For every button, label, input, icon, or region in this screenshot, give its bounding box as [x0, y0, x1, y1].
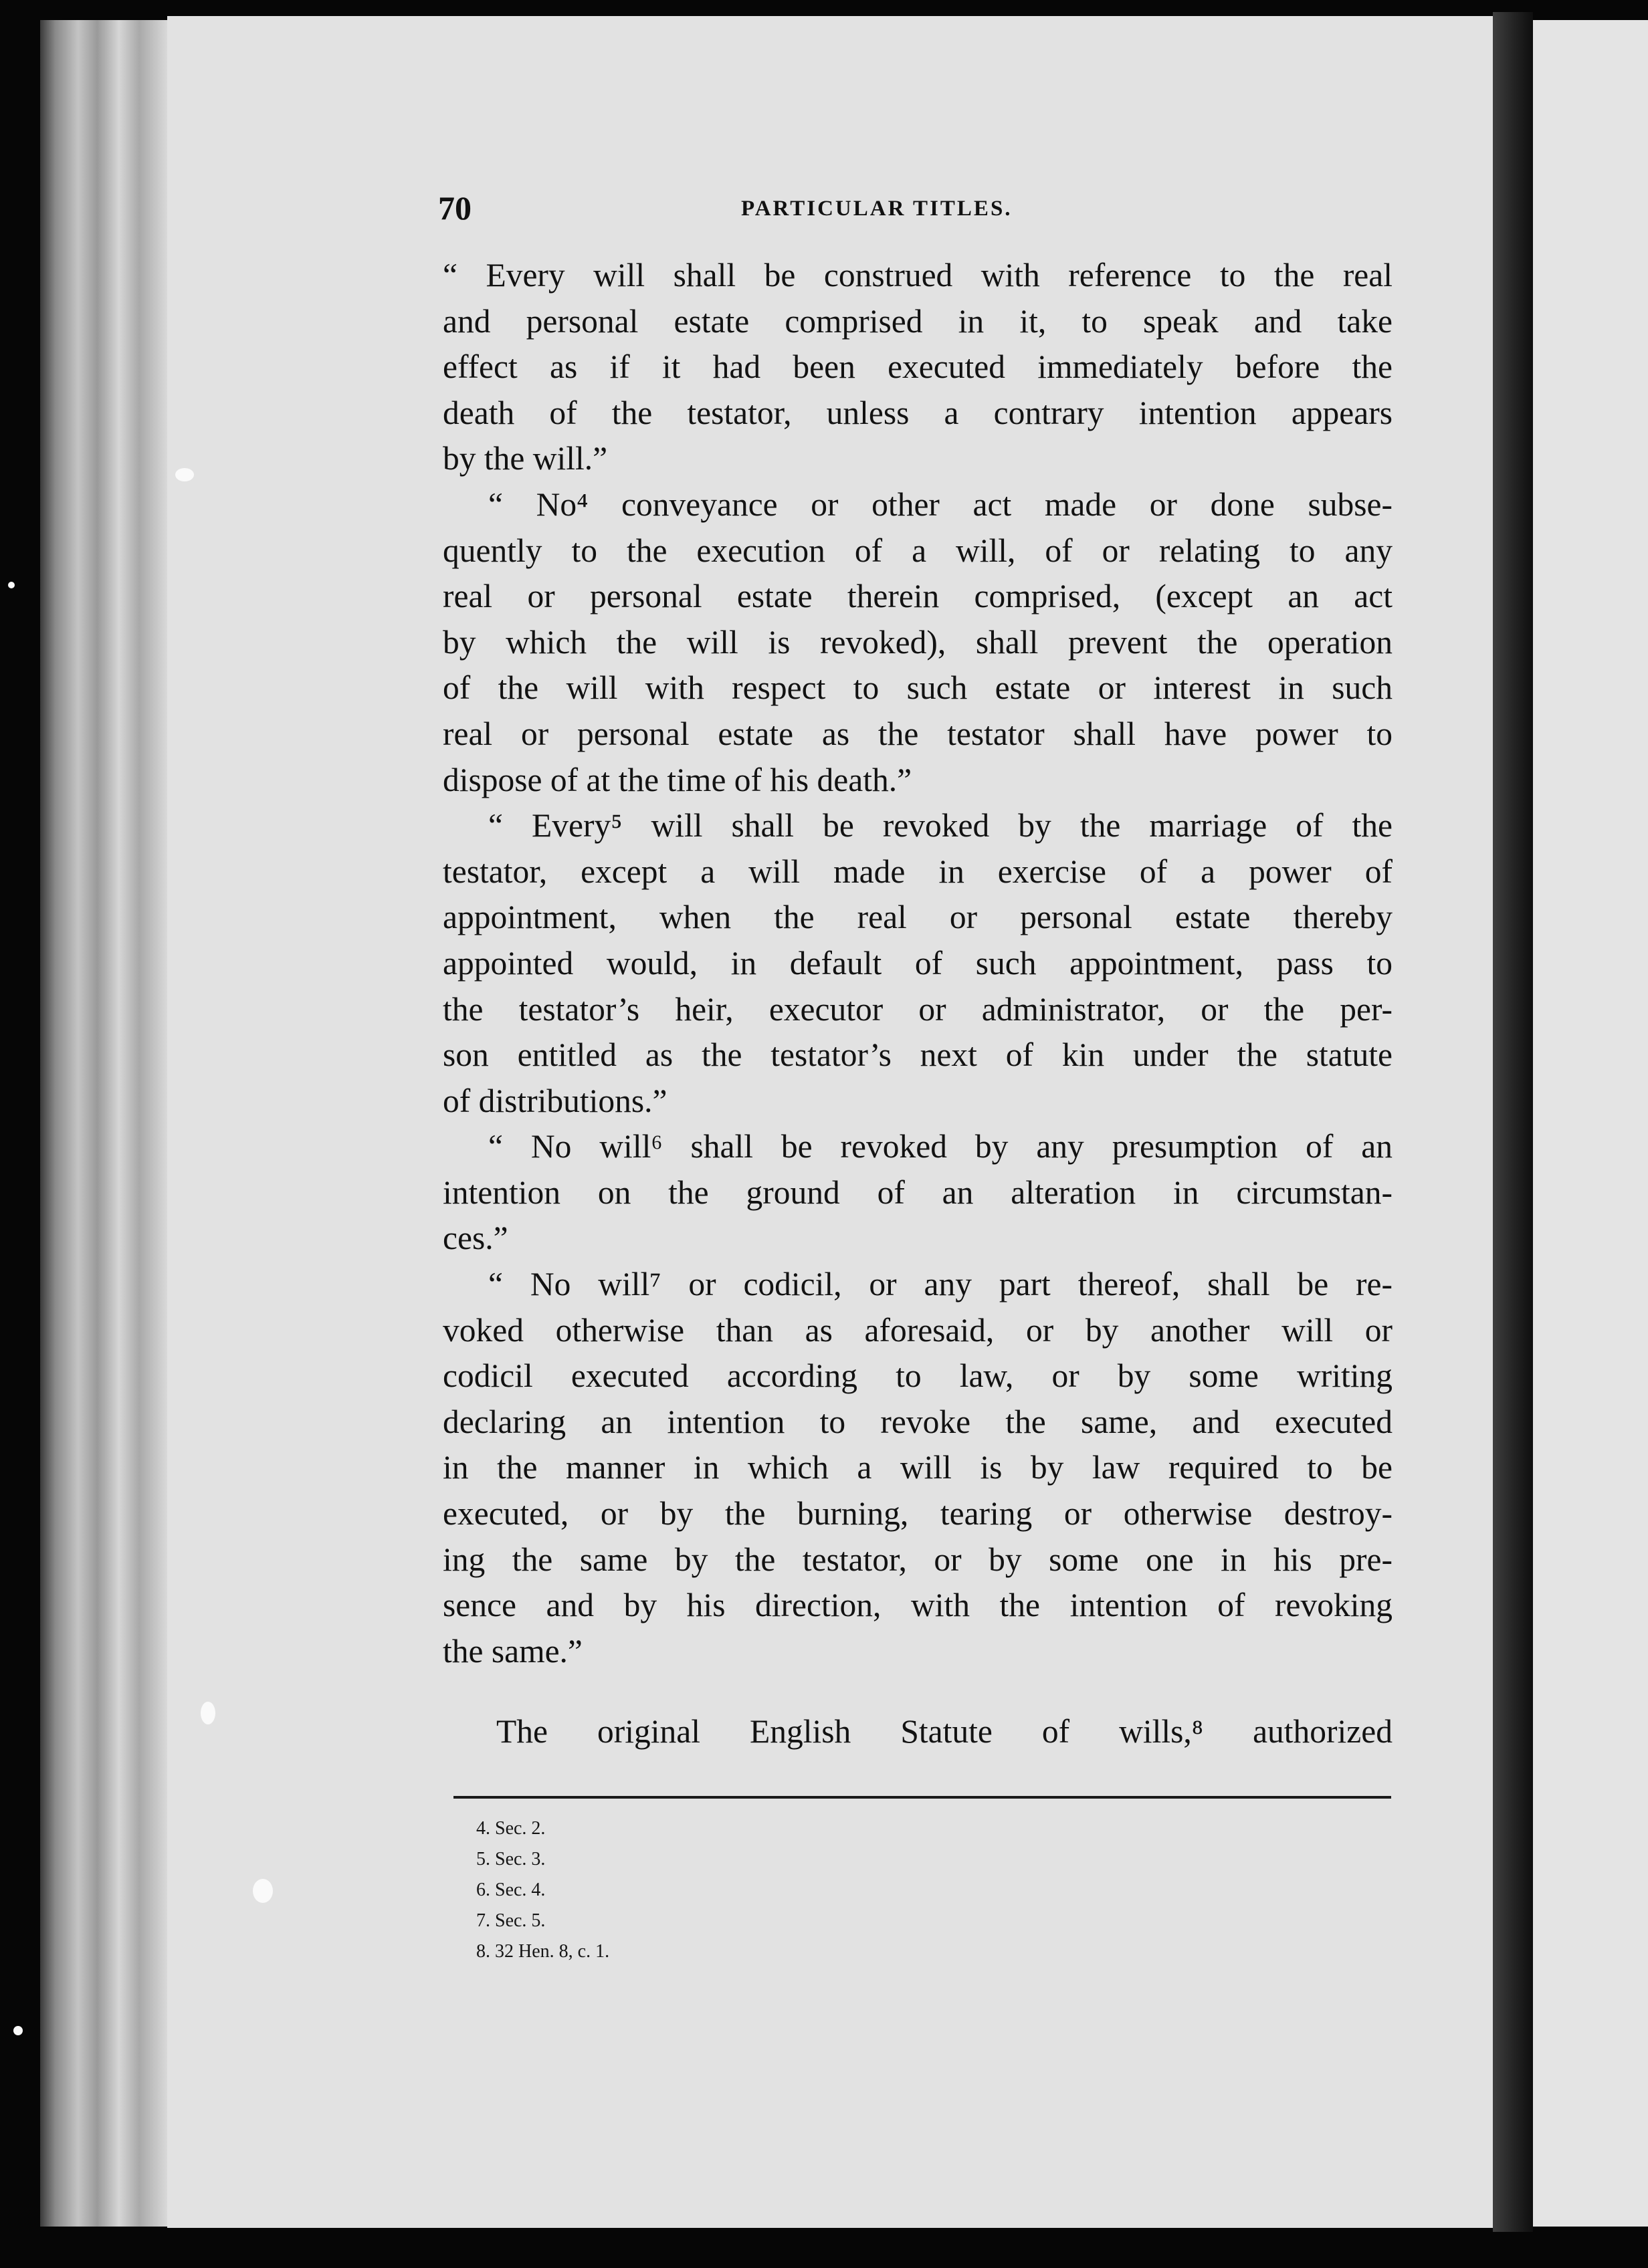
text-line: ing the same by the testator, or by some one in his pre-	[443, 1541, 1393, 1578]
text-line: sence and by his direction, with the intention of revoking	[443, 1587, 1393, 1624]
paragraph	[443, 1262, 1393, 1674]
text-line: “ No⁴ conveyance or other act made or done subse-	[488, 485, 1393, 523]
text-line: executed, or by the burning, tearing or otherwise destroy-	[443, 1495, 1393, 1533]
footnote: 5. Sec. 3.	[476, 1849, 546, 1869]
paragraph	[443, 803, 1393, 1124]
scan-speck	[8, 582, 15, 588]
text-line: real or personal estate therein comprised, (except an act	[443, 578, 1393, 615]
text-line: “ Every will shall be construed with reference to the real	[443, 257, 1393, 294]
paragraph	[443, 1124, 1393, 1262]
closing-line: The original English Statute of wills,⁸ authorized	[496, 1713, 1393, 1750]
footnote: 6. Sec. 4.	[476, 1880, 546, 1900]
footnote-rule	[453, 1796, 1391, 1799]
page-edges	[40, 20, 167, 2227]
text-line: declaring an intention to revoke the same, and executed	[443, 1403, 1393, 1440]
text-line: “ No will⁶ shall be revoked by any presumption of an	[488, 1128, 1393, 1165]
text-line: “ No will⁷ or codicil, or any part thereof, shall be re-	[488, 1266, 1393, 1303]
text-line: “ Every⁵ will shall be revoked by the marriage of the	[488, 807, 1393, 844]
footnote: 8. 32 Hen. 8, c. 1.	[476, 1941, 610, 1962]
text-line: voked otherwise than as aforesaid, or by another will or	[443, 1311, 1393, 1349]
text-line: of the will with respect to such estate or interest in such	[443, 669, 1393, 707]
paragraph	[443, 482, 1393, 803]
text-line: the same.”	[443, 1632, 583, 1670]
text-line: testator, except a will made in exercise of a power of	[443, 853, 1393, 890]
footnote: 7. Sec. 5.	[476, 1910, 546, 1931]
text-line: by which the will is revoked), shall prevent the operation	[443, 623, 1393, 661]
text-line: intention on the ground of an alteration in circumstan-	[443, 1173, 1393, 1211]
scan-speck	[13, 2026, 23, 2035]
scan-speck	[175, 468, 194, 481]
text-line: and personal estate comprised in it, to speak and take	[443, 302, 1393, 340]
spine-shadow	[1493, 12, 1533, 2232]
text-line: appointment, when the real or personal estate thereby	[443, 899, 1393, 936]
scan-speck	[201, 1702, 215, 1724]
footnotes	[476, 1813, 609, 1967]
body-text	[443, 253, 1393, 1755]
paragraph-gap	[443, 1674, 1393, 1709]
text-line: real or personal estate as the testator shall have power to	[443, 715, 1393, 752]
scan-speck	[253, 1879, 273, 1903]
text-line: by the will.”	[443, 440, 608, 477]
paragraph	[443, 253, 1393, 482]
adjacent-page-edge	[1533, 20, 1648, 2227]
text-line: in the manner in which a will is by law required to be	[443, 1449, 1393, 1486]
text-line: the testator’s heir, executor or administrator, or the per-	[443, 990, 1393, 1028]
text-line: codicil executed according to law, or by some writing	[443, 1357, 1393, 1395]
text-line: son entitled as the testator’s next of kin under the statute	[443, 1036, 1393, 1074]
running-head: PARTICULAR TITLES.	[741, 197, 1013, 221]
text-line: appointed would, in default of such appointment, pass to	[443, 944, 1393, 982]
text-line: of distributions.”	[443, 1082, 667, 1119]
text-line: death of the testator, unless a contrary intention appears	[443, 394, 1393, 431]
page-number: 70	[438, 189, 472, 227]
text-line: ces.”	[443, 1220, 508, 1257]
text-line: effect as if it had been executed immediately before the	[443, 348, 1393, 386]
text-line: dispose of at the time of his death.”	[443, 761, 912, 798]
text-line: quently to the execution of a will, of or relating to any	[443, 532, 1393, 569]
footnote: 4. Sec. 2.	[476, 1818, 546, 1839]
